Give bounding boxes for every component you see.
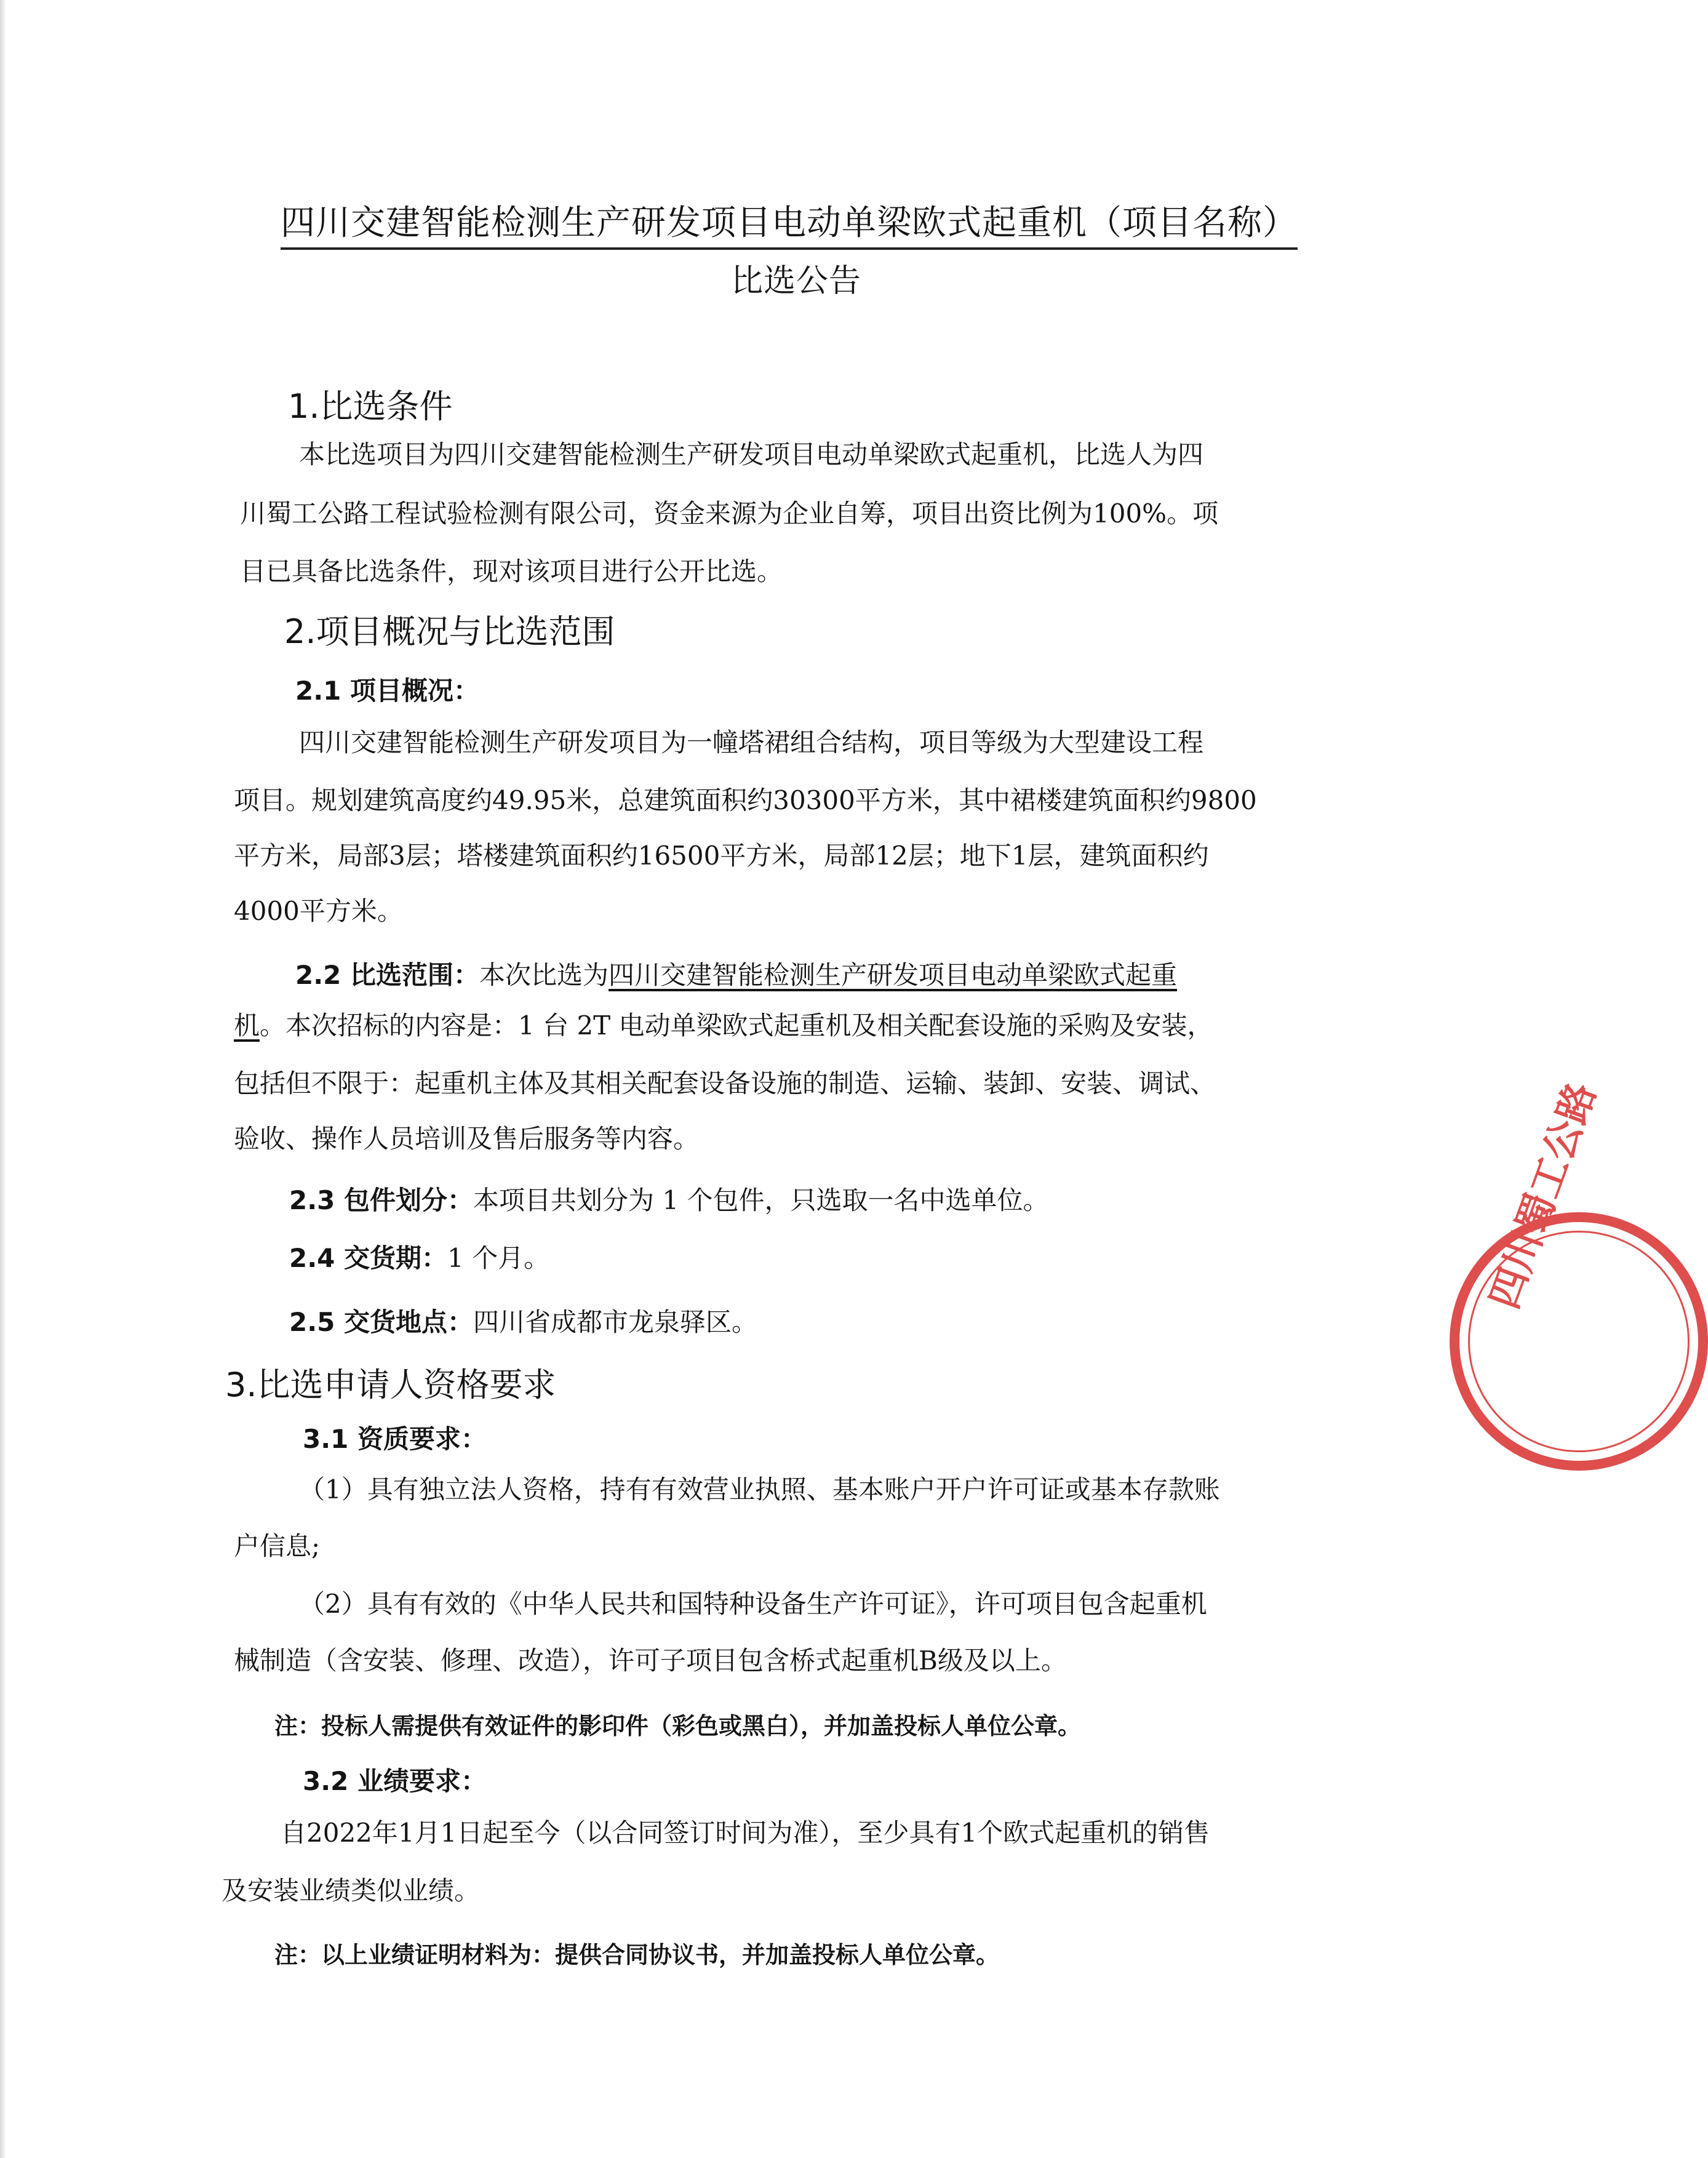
s21-line: 四川交建智能检测生产研发项目为一幢塔裙组合结构，项目等级为大型建设工程	[299, 727, 1204, 757]
s31-note: 注：投标人需提供有效证件的影印件（彩色或黑白），并加盖投标人单位公章。	[274, 1712, 1082, 1740]
company-seal-stamp	[1450, 1077, 1708, 1471]
s22-heading: 2.2 比选范围：	[295, 960, 480, 990]
s31-item-line: （2）具有有效的《中华人民共和国特种设备生产许可证》，许可项目包含起重机	[299, 1589, 1207, 1619]
s22-line: 包括但不限于：起重机主体及其相关配套设备设施的制造、运输、装卸、安装、调试、	[234, 1068, 1216, 1098]
s25-heading: 2.5 交货地点：	[289, 1307, 474, 1337]
s22-project-name-end: 机	[234, 1010, 260, 1041]
s24-line	[289, 1238, 549, 1275]
s32-note: 注：以上业绩证明材料为：提供合同协议书，并加盖投标人单位公章。	[274, 1941, 1000, 1968]
s31-item-line: 户信息;	[234, 1531, 321, 1561]
s22-line: 验收、操作人员培训及售后服务等内容。	[234, 1124, 700, 1154]
s21-line: 项目。规划建筑高度约49.95米，总建筑面积约30300平方米，其中裙楼建筑面积约9800	[234, 785, 1257, 815]
s22-project-name: 四川交建智能检测生产研发项目电动单梁欧式起重	[609, 960, 1178, 990]
s32-line: 及安装业绩类似业绩。	[221, 1876, 481, 1906]
s23-heading: 2.3 包件划分：	[289, 1185, 474, 1215]
s31-item-line: 械制造（含安装、修理、改造），许可子项目包含桥式起重机B级及以上。	[234, 1645, 1067, 1676]
s32-heading: 3.2 业绩要求：	[303, 1766, 487, 1796]
s23-text: 本项目共划分为 1 个包件，只选取一名中选单位。	[473, 1185, 1049, 1215]
s21-line: 4000平方米。	[234, 896, 403, 926]
s24-heading: 2.4 交货期：	[289, 1243, 448, 1273]
s21-heading: 2.1 项目概况：	[295, 676, 480, 706]
s23-line	[289, 1180, 1048, 1217]
s1-paragraph-line: 目已具备比选条件，现对该项目进行公开比选。	[240, 556, 783, 586]
s32-line: 自2022年1月1日起至今（以合同签订时间为准），至少具有1个欧式起重机的销售	[281, 1818, 1210, 1848]
s31-heading: 3.1 资质要求：	[303, 1424, 487, 1454]
s31-item-line: （1）具有独立法人资格，持有有效营业执照、基本账户开户许可证或基本存款账	[299, 1474, 1220, 1505]
s22-line-1	[295, 955, 1177, 992]
s21-line: 平方米，局部3层；塔楼建筑面积约16500平方米，局部12层；地下1层，建筑面积约	[234, 841, 1209, 871]
s22-text: 本次比选为	[479, 960, 609, 990]
s1-paragraph-line: 川蜀工公路工程试验检测有限公司，资金来源为企业自筹，项目出资比例为100%。项	[240, 498, 1219, 529]
seal-text: 四川蜀工公路	[1482, 1077, 1605, 1315]
section-2-heading: 2.项目概况与比选范围	[284, 612, 615, 651]
s1-paragraph-line: 本比选项目为四川交建智能检测生产研发项目电动单梁欧式起重机，比选人为四	[299, 439, 1204, 470]
s22-text: 。本次招标的内容是：1 台 2T 电动单梁欧式起重机及相关配套设施的采购及安装，	[260, 1010, 1213, 1041]
s22-line-2	[234, 1010, 1213, 1041]
scan-edge	[0, 0, 6, 2158]
section-1-heading: 1.比选条件	[288, 387, 453, 426]
document-subtitle: 比选公告	[731, 263, 862, 300]
s25-line	[289, 1302, 757, 1339]
section-3-heading: 3.比选申请人资格要求	[225, 1365, 556, 1404]
document-title: 四川交建智能检测生产研发项目电动单梁欧式起重机（项目名称）	[281, 196, 1298, 250]
s24-text: 1 个月。	[447, 1243, 550, 1273]
s25-text: 四川省成都市龙泉驿区。	[473, 1307, 758, 1337]
